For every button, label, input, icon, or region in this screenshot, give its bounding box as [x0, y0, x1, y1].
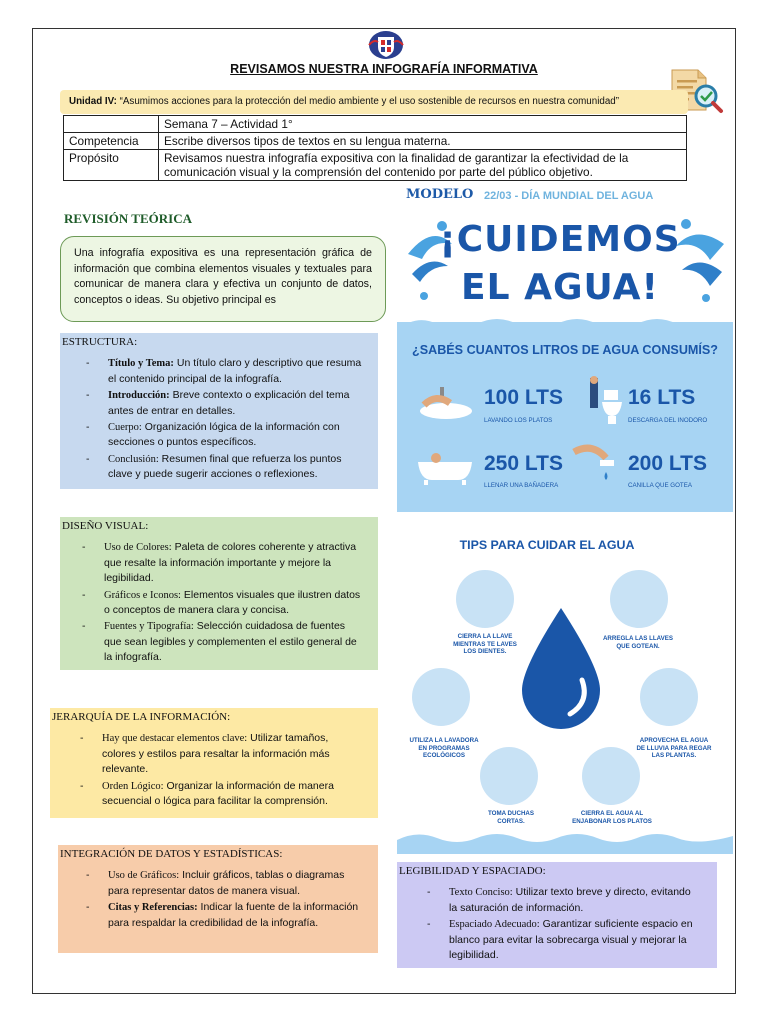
list-item: - Citas y Referencias: Indicar la fuente de la información para respaldar la credibilidad de la infografía. — [108, 900, 362, 931]
activity-table — [63, 115, 687, 181]
table-row — [64, 133, 687, 150]
stat-label: LAVANDO LOS PLATOS — [484, 417, 553, 424]
tip-icon-watering-can — [640, 668, 698, 726]
jerarquia-header: JERARQUÍA DE LA INFORMACIÓN: — [52, 711, 231, 723]
table-value: Escribe diversos tipos de textos en su lengua materna. — [159, 133, 687, 150]
list-item: - Introducción: Breve contexto o explicación del tema antes de entrar en detalles. — [108, 388, 362, 419]
water-drop-icon — [512, 606, 610, 730]
table-row — [64, 150, 687, 181]
tip-text: UTILIZA LA LAVADORA EN PROGRAMAS ECOLÓGICOS — [409, 737, 479, 759]
list-item: - Uso de Colores: Paleta de colores coherente y atractiva que resalte la información importante y mejore la legibilidad. — [104, 540, 362, 586]
legibilidad-box — [397, 862, 717, 968]
estructura-box — [60, 333, 378, 489]
jerarquia-box — [50, 708, 378, 818]
legibilidad-header: LEGIBILIDAD Y ESPACIADO: — [399, 865, 546, 877]
table-key — [64, 116, 159, 133]
table-row — [64, 116, 687, 133]
stat-label: LLENAR UNA BAÑADERA — [484, 482, 559, 489]
tip-text: APROVECHA EL AGUA DE LLUVIA PARA REGAR LAS PLANTAS. — [636, 737, 712, 759]
table-key: Propósito — [64, 150, 159, 181]
tip-text: CIERRA EL AGUA AL ENJABONAR LOS PLATOS — [572, 810, 652, 825]
diseno-box — [60, 517, 378, 670]
tip-icon-faucet — [610, 570, 668, 628]
list-item: - Gráficos e Iconos: Elementos visuales que ilustren datos o conceptos de manera clara y concisa. — [104, 588, 362, 619]
tip-text: TOMA DUCHAS CORTAS. — [487, 810, 535, 825]
list-item: - Espaciado Adecuado: Garantizar suficiente espacio en blanco para evitar la sobrecarga visual y mejorar la legibilidad. — [449, 917, 701, 963]
school-crest-icon — [368, 30, 404, 60]
section-title: REVISIÓN TEÓRICA — [64, 211, 192, 226]
tip-icon-washer — [412, 668, 470, 726]
unit-text: “Asumimos acciones para la protección del medio ambiente y el uso sostenible de recursos en nuestra comunidad” — [116, 96, 619, 107]
tip-text: CIERRA LA LLAVE MIENTRAS TE LAVES LOS DIENTES. — [453, 633, 517, 655]
table-key: Competencia — [64, 133, 159, 150]
toilet-icon — [586, 376, 626, 426]
diseno-header: DISEÑO VISUAL: — [62, 520, 149, 532]
dishwashing-icon — [416, 383, 476, 423]
tips-title: TIPS PARA CUIDAR EL AGUA — [459, 538, 635, 552]
stat-label: CANILLA QUE GOTEA — [628, 482, 692, 489]
dripping-faucet-icon — [572, 442, 624, 486]
integracion-header: INTEGRACIÓN DE DATOS Y ESTADÍSTICAS: — [60, 848, 283, 860]
list-item: - Conclusión: Resumen final que refuerza los puntos clave y puede sugerir acciones o reflexiones. — [108, 452, 362, 483]
integracion-box — [58, 845, 378, 953]
tip-text: ARREGLA LAS LLAVES QUE GOTEAN. — [602, 635, 674, 650]
infographic-title: ¡CUIDEMOS EL AGUA! — [439, 219, 681, 308]
modelo-label: MODELO — [406, 187, 474, 202]
consumption-question: ¿SABÉS CUANTOS LITROS DE AGUA CONSUMÍS? — [412, 343, 718, 357]
intro-box: Una infografía expositiva es una representación gráfica de información que combina elementos visuales y textuales para comunicar de manera clara y efectiva un conjunto de datos, conceptos o ideas. Su objetivo principal es — [60, 236, 386, 322]
tip-icon-dishes — [582, 747, 640, 805]
table-value: Revisamos nuestra infografía expositiva con la finalidad de garantizar la efectividad de la comunicación visual y la comprensión del contenido por parte del público objetivo. — [159, 150, 687, 181]
stat-value: 16 LTS — [628, 386, 696, 409]
list-item: - Uso de Gráficos: Incluir gráficos, tablas o diagramas para representar datos de manera visual. — [108, 868, 362, 899]
list-item: - Título y Tema: Un título claro y descriptivo que resuma el contenido principal de la infografía. — [108, 356, 362, 387]
wave-decoration — [397, 830, 733, 854]
stat-label: DESCARGA DEL INODORO — [628, 417, 708, 424]
list-item: - Cuerpo: Organización lógica de la información con secciones o puntos específicos. — [108, 420, 362, 451]
list-item: - Texto Conciso: Utilizar texto breve y directo, evitando la saturación de información. — [449, 885, 701, 916]
bathtub-icon — [414, 446, 476, 486]
list-item: - Fuentes y Tipografía: Selección cuidadosa de fuentes que sean legibles y complementen el estilo general de la infografía. — [104, 619, 362, 665]
unit-banner — [60, 90, 688, 114]
list-item: - Orden Lógico: Organizar la información de manera secuencial o lógica para facilitar la comprensión. — [102, 779, 362, 810]
page-title: REVISAMOS NUESTRA INFOGRAFÍA INFORMATIVA — [230, 62, 538, 76]
table-value: Semana 7 – Actividad 1° — [159, 116, 687, 133]
stat-value: 250 LTS — [484, 452, 563, 475]
stat-value: 200 LTS — [628, 452, 707, 475]
estructura-header: ESTRUCTURA: — [62, 336, 138, 348]
unit-label: Unidad IV: — [69, 96, 117, 107]
tip-icon-brushing — [456, 570, 514, 628]
stat-value: 100 LTS — [484, 386, 563, 409]
wave-decoration — [397, 314, 733, 330]
list-item: - Hay que destacar elementos clave: Utilizar tamaños, colores y estilos para resaltar la información más relevante. — [102, 731, 362, 777]
tip-icon-shower — [480, 747, 538, 805]
infographic-date: 22/03 - DÍA MUNDIAL DEL AGUA — [484, 190, 654, 202]
